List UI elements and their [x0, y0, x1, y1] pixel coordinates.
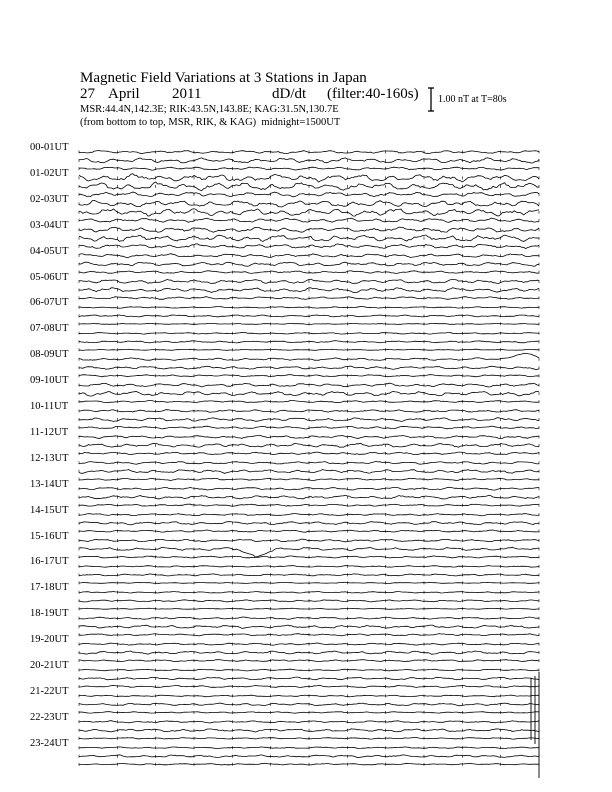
hour-label-18-19UT: 18-19UT — [30, 608, 69, 620]
hour-label-19-20UT: 19-20UT — [30, 634, 69, 646]
date-day: 27 — [80, 86, 95, 102]
hour-label-11-12UT: 11-12UT — [30, 426, 69, 438]
hour-label-22-23UT: 22-23UT — [30, 711, 69, 723]
hour-label-07-08UT: 07-08UT — [30, 323, 69, 335]
chart-title: Magnetic Field Variations at 3 Stations in Japan — [80, 70, 367, 86]
hour-label-15-16UT: 15-16UT — [30, 530, 69, 542]
hour-label-10-11UT: 10-11UT — [30, 401, 69, 412]
hour-label-20-21UT: 20-21UT — [30, 660, 69, 671]
hour-label-13-14UT: 13-14UT — [30, 478, 69, 490]
hour-label-16-17UT: 16-17UT — [30, 556, 69, 568]
hour-label-14-15UT: 14-15UT — [30, 504, 69, 516]
hour-label-23-24UT: 23-24UT — [30, 737, 69, 749]
date-year: 2011 — [172, 86, 202, 102]
quantity-label: dD/dt — [272, 86, 307, 102]
hour-label-17-18UT: 17-18UT — [30, 582, 69, 594]
hour-label-04-05UT: 04-05UT — [30, 245, 69, 257]
hour-label-02-03UT: 02-03UT — [30, 193, 69, 205]
hour-label-01-02UT: 01-02UT — [30, 167, 69, 179]
station-coordinates: MSR:44.4N,142.3E; RIK:43.5N,143.8E; KAG:31.5N,130.7E — [80, 104, 339, 115]
scale-bar-label: 1.00 nT at T=80s — [438, 94, 507, 105]
hour-label-08-09UT: 08-09UT — [30, 349, 69, 361]
filter-label: (filter:40-160s) — [327, 86, 419, 102]
scale-bar — [428, 88, 434, 111]
order-note: (from bottom to top, MSR, RIK, & KAG) — [80, 117, 257, 128]
midnight-note: midnight=1500UT — [261, 117, 341, 128]
hour-label-00-01UT: 00-01UT — [30, 142, 69, 153]
hour-label-09-10UT: 09-10UT — [30, 375, 69, 387]
date-month: April — [108, 86, 140, 102]
hour-label-12-13UT: 12-13UT — [30, 452, 69, 464]
minute-ticks-KAG-05-06UT — [79, 280, 539, 283]
hour-label-21-22UT: 21-22UT — [30, 685, 69, 697]
hour-label-03-04UT: 03-04UT — [30, 219, 69, 231]
hour-label-06-07UT: 06-07UT — [30, 297, 69, 309]
end-of-day-spike — [531, 672, 539, 778]
hour-label-05-06UT: 05-06UT — [30, 271, 69, 283]
